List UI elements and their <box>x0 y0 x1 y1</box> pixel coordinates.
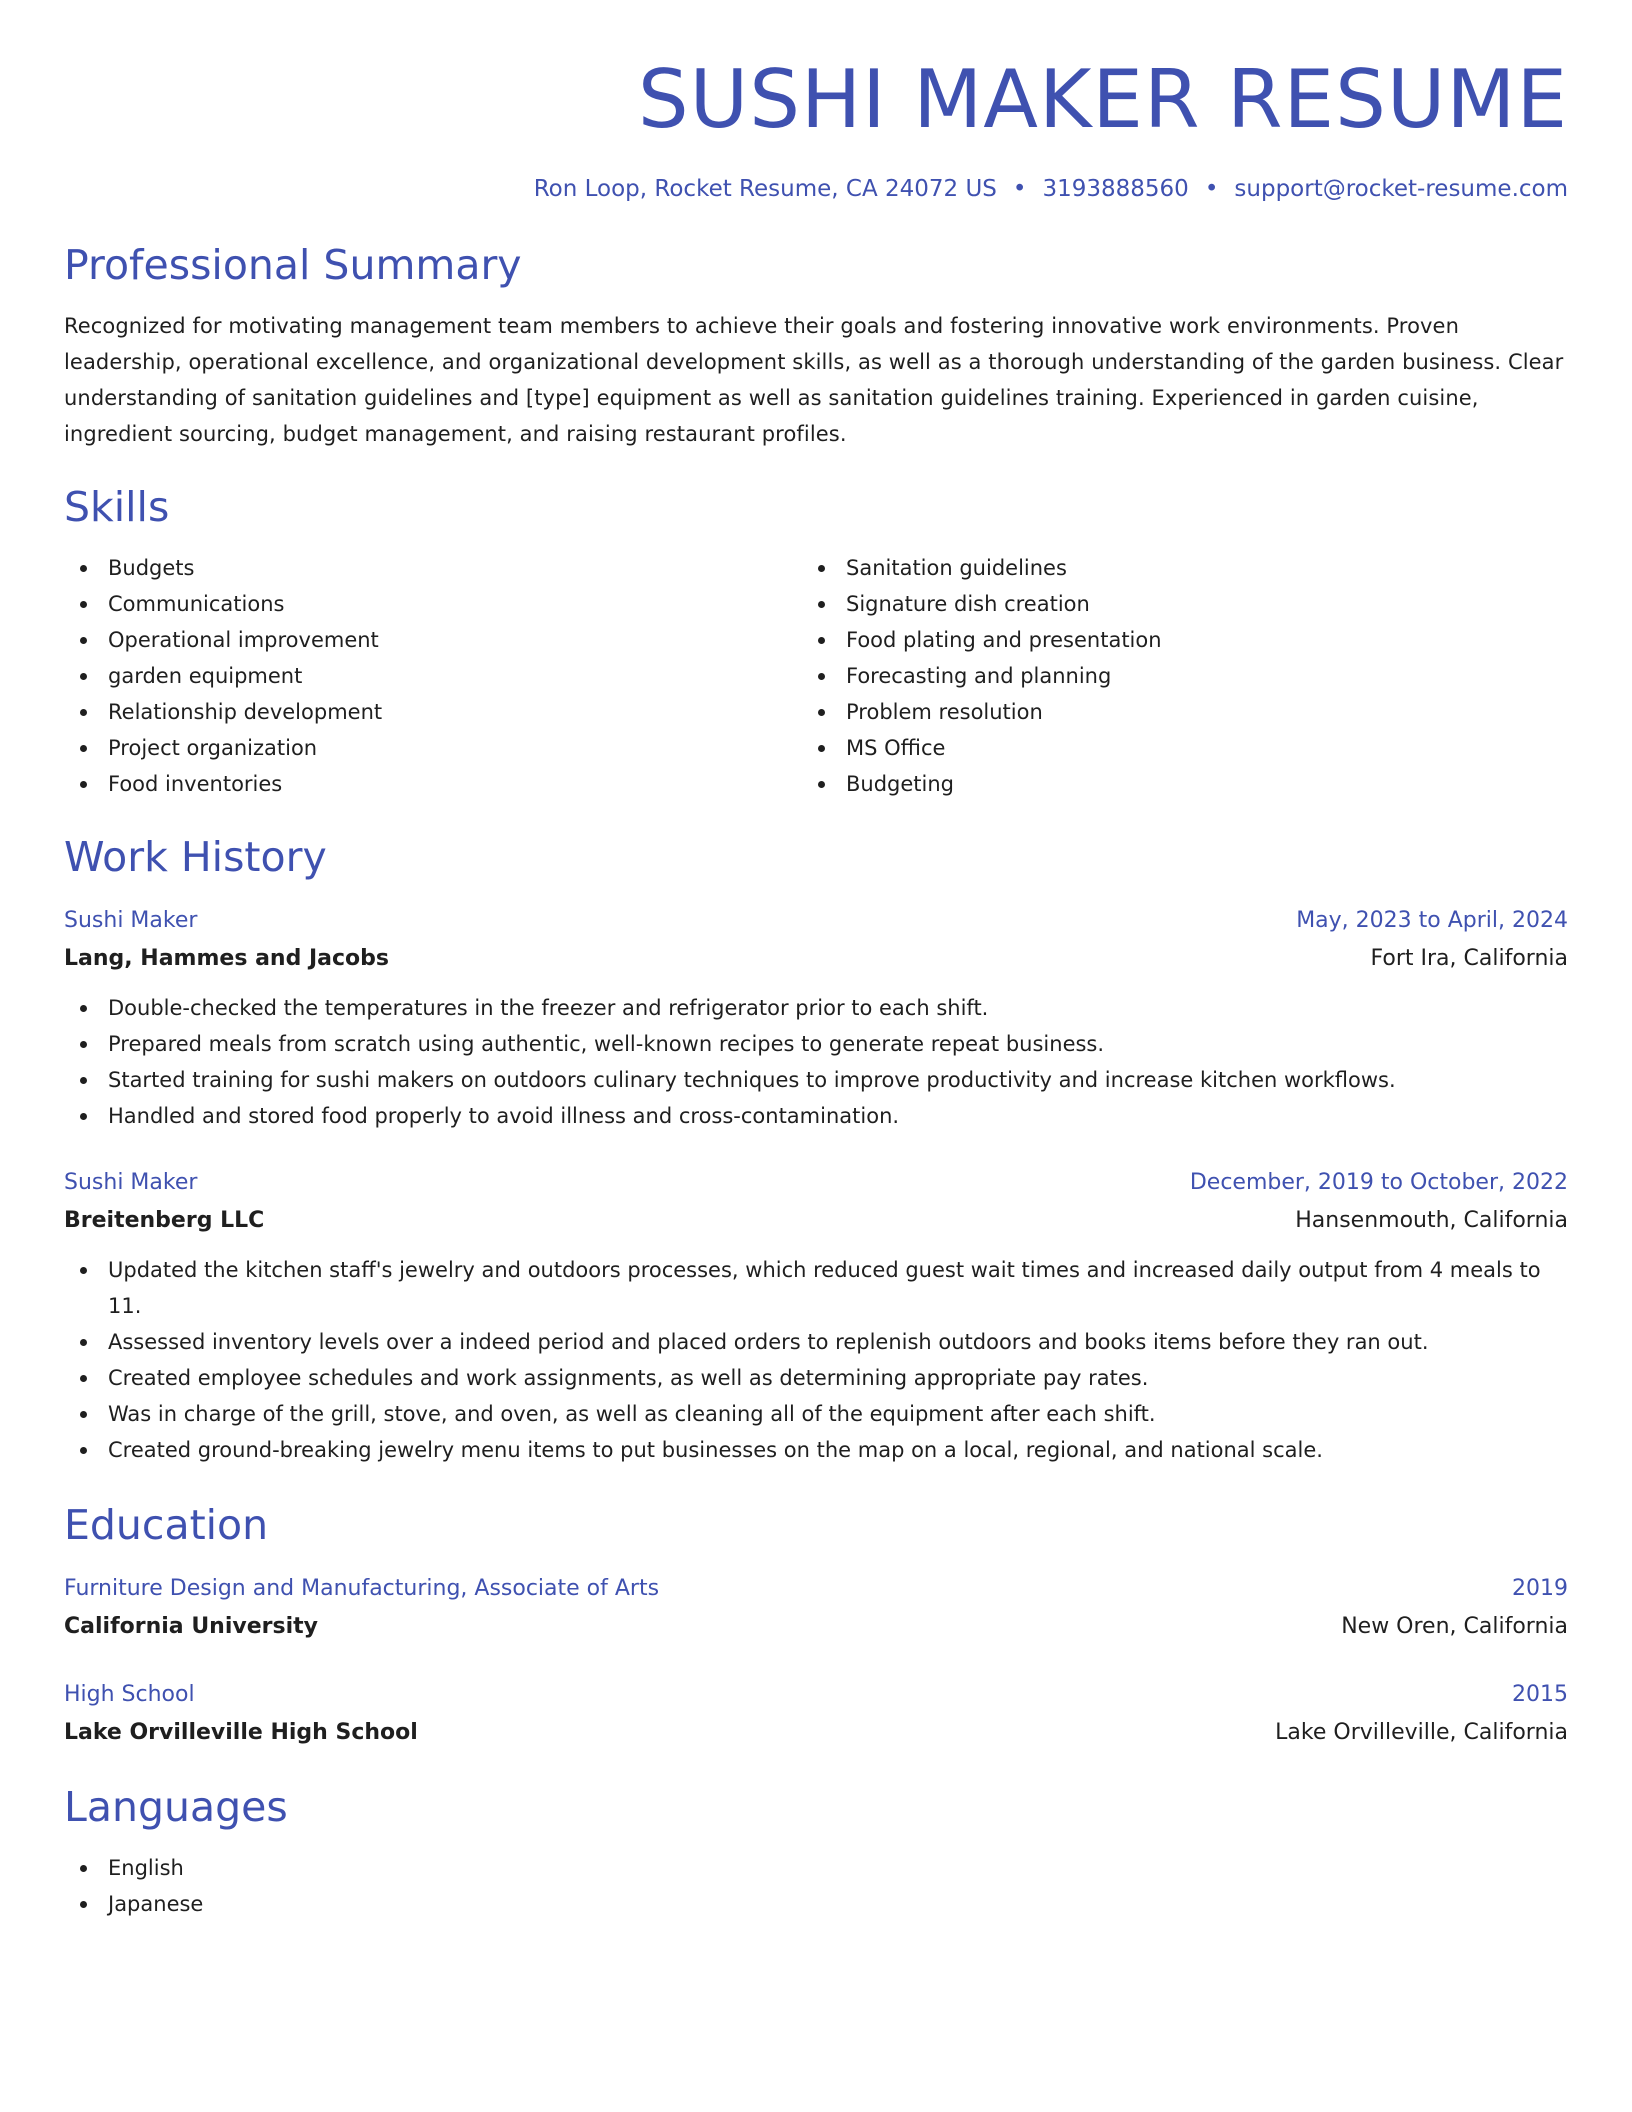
education-section <box>64 1500 1568 1752</box>
language-item: Japanese <box>64 1886 1568 1922</box>
skills-list-right <box>802 550 1540 802</box>
education-entry <box>64 1676 1568 1752</box>
skill-item: Food inventories <box>64 766 802 802</box>
education-header-row <box>64 1570 1568 1608</box>
work-history-heading: Work History <box>64 833 327 881</box>
resume-title: SUSHI MAKER RESUME <box>637 53 1568 146</box>
job-location: Fort Ira, California <box>1370 946 1568 971</box>
resume-header <box>64 0 1568 202</box>
job-bullet: Was in charge of the grill, stove, and oven, as well as cleaning all of the equipment after each shift. <box>64 1396 1568 1432</box>
summary-text: Recognized for motivating management team members to achieve their goals and fostering innovative work environments. Proven leadership, operational excellence, and organizational development skills, as well as a thorough understanding of the garden business. Clear understanding of sanitation guidelines and [type] equipment as well as sanitation guidelines training. Experienced in garden cuisine, ingredient sourcing, budget management, and raising restaurant profiles. <box>64 314 1564 446</box>
skills-section <box>64 482 1568 802</box>
job-entry <box>64 1164 1568 1468</box>
job-bullet: Started training for sushi makers on outdoors culinary techniques to improve productivity and increase kitchen workflows. <box>64 1062 1568 1098</box>
job-company: Breitenberg LLC <box>64 1208 265 1233</box>
skill-item: garden equipment <box>64 658 802 694</box>
education-heading: Education <box>64 1501 269 1549</box>
job-role: Sushi Maker <box>64 908 198 933</box>
skill-item: Problem resolution <box>802 694 1540 730</box>
job-bullets <box>64 990 1568 1134</box>
skill-item: Forecasting and planning <box>802 658 1540 694</box>
skill-item: MS Office <box>802 730 1540 766</box>
skill-item: Signature dish creation <box>802 586 1540 622</box>
education-header-row <box>64 1676 1568 1714</box>
job-header-row <box>64 902 1568 940</box>
job-bullet: Prepared meals from scratch using authentic, well-known recipes to generate repeat business. <box>64 1026 1568 1062</box>
summary-heading: Professional Summary <box>64 241 522 289</box>
job-company-row <box>64 940 1568 978</box>
contact-address: Ron Loop, Rocket Resume, CA 24072 US <box>533 176 997 202</box>
contact-line <box>64 176 1568 202</box>
skill-item: Operational improvement <box>64 622 802 658</box>
job-bullets <box>64 1252 1568 1468</box>
contact-email: support@rocket-resume.com <box>1234 176 1568 202</box>
language-item: English <box>64 1850 1568 1886</box>
skills-list-left <box>64 550 802 802</box>
skills-heading: Skills <box>64 483 170 531</box>
job-company: Lang, Hammes and Jacobs <box>64 946 390 971</box>
education-location: New Oren, California <box>1341 1614 1568 1639</box>
job-dates: May, 2023 to April, 2024 <box>1296 908 1568 933</box>
education-school-row <box>64 1714 1568 1752</box>
contact-phone: 3193888560 <box>1042 176 1189 202</box>
job-company-row <box>64 1202 1568 1240</box>
summary-section <box>64 240 1568 452</box>
job-role: Sushi Maker <box>64 1170 198 1195</box>
job-location: Hansenmouth, California <box>1295 1208 1568 1233</box>
job-header-row <box>64 1164 1568 1202</box>
job-bullet: Double-checked the temperatures in the freezer and refrigerator prior to each shift. <box>64 990 1568 1026</box>
skill-item: Budgets <box>64 550 802 586</box>
skill-item: Project organization <box>64 730 802 766</box>
contact-separator: • <box>1012 176 1027 202</box>
job-bullet: Created employee schedules and work assignments, as well as determining appropriate pay rates. <box>64 1360 1568 1396</box>
skill-item: Relationship development <box>64 694 802 730</box>
job-bullet: Assessed inventory levels over a indeed period and placed orders to replenish outdoors and books items before they ran out. <box>64 1324 1568 1360</box>
skill-item: Food plating and presentation <box>802 622 1540 658</box>
job-bullet: Created ground-breaking jewelry menu items to put businesses on the map on a local, regional, and national scale. <box>64 1432 1568 1468</box>
languages-list <box>64 1850 1568 1922</box>
work-history-section <box>64 832 1568 1468</box>
skill-item: Budgeting <box>802 766 1540 802</box>
languages-section <box>64 1782 1568 1922</box>
education-degree: High School <box>64 1682 195 1707</box>
job-bullet: Updated the kitchen staff's jewelry and outdoors processes, which reduced guest wait times and increased daily output from 4 meals to 11. <box>64 1252 1568 1324</box>
education-degree: Furniture Design and Manufacturing, Associate of Arts <box>64 1576 660 1601</box>
skill-item: Sanitation guidelines <box>802 550 1540 586</box>
education-entry <box>64 1570 1568 1646</box>
education-school: Lake Orvilleville High School <box>64 1720 418 1745</box>
education-location: Lake Orvilleville, California <box>1275 1720 1568 1745</box>
education-school-row <box>64 1608 1568 1646</box>
education-year: 2015 <box>1512 1682 1568 1707</box>
skill-item: Communications <box>64 586 802 622</box>
education-school: California University <box>64 1614 318 1639</box>
job-dates: December, 2019 to October, 2022 <box>1189 1170 1568 1195</box>
skills-grid <box>64 550 1568 802</box>
languages-heading: Languages <box>64 1783 288 1831</box>
job-entry <box>64 902 1568 1134</box>
job-bullet: Handled and stored food properly to avoid illness and cross-contamination. <box>64 1098 1568 1134</box>
contact-separator: • <box>1204 176 1219 202</box>
education-year: 2019 <box>1512 1576 1568 1601</box>
